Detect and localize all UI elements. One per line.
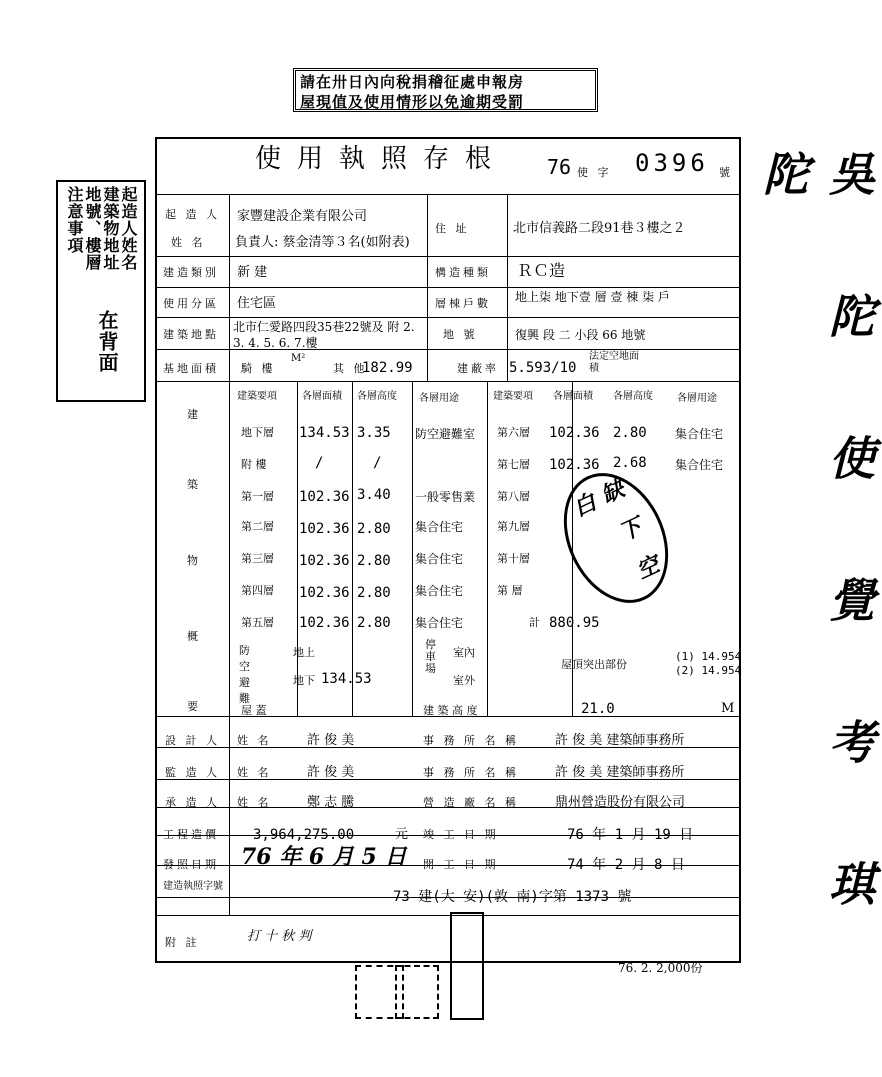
floor-item: 第四層 <box>241 584 274 597</box>
zone-label: 使用分區 <box>163 297 219 310</box>
header-use-left: 各層用途 <box>419 393 459 404</box>
builder-company: 家豐建設企業有限公司 <box>237 209 368 224</box>
supervisor-label: 監 造 人 <box>165 766 220 779</box>
floor-use: 一般零售業 <box>415 490 476 504</box>
contractor-label: 承 造 人 <box>165 796 220 809</box>
shelter-below-label: 地下 <box>293 674 315 687</box>
notice-line-1: 請在卅日內向稅捐稽征處申報房 <box>300 73 525 91</box>
floor-height: 3.35 <box>357 425 391 441</box>
building-side-char-3: 物 <box>187 554 198 567</box>
roof-label: 屋頂突出部份 <box>561 658 627 671</box>
floor-use: 集合住宅 <box>415 552 464 566</box>
note-value: 打 十 秋 判 <box>247 929 312 944</box>
floor-height: 2.80 <box>613 425 647 441</box>
start-value: 74 年 2 月 8 日 <box>567 857 685 873</box>
floor-height: 2.80 <box>357 615 391 631</box>
floor-item: 第九層 <box>497 520 530 533</box>
start-label: 開 工 日 期 <box>423 858 499 871</box>
header-use-right: 各層用途 <box>677 393 717 404</box>
parking-label: 停車場 <box>425 638 436 675</box>
floor-item: 第八層 <box>497 490 530 503</box>
supervisor-name-label: 姓 名 <box>237 766 272 779</box>
cost-label: 工程造價 <box>163 828 219 841</box>
site-value: 北市仁愛路四段35巷22號及 附 2. 3. 4. 5. 6. 7.樓 <box>233 320 415 350</box>
floor-item: 第二層 <box>241 520 274 533</box>
complete-label: 竣 工 日 期 <box>423 828 499 841</box>
floor-height: 2.68 <box>613 455 647 471</box>
floor-area: 880.95 <box>549 615 600 631</box>
supervisor-firm: 許 俊 美 建築師事務所 <box>555 765 685 780</box>
notice-stamp <box>293 68 598 112</box>
designer-firm: 許 俊 美 建築師事務所 <box>555 733 685 748</box>
floor-item: 第七層 <box>497 458 530 471</box>
coverage-value: 5.593/10 <box>509 360 577 376</box>
floor-item: 第六層 <box>497 426 530 439</box>
floor-item: 第一層 <box>241 490 274 503</box>
form-title: 使用執照存根 <box>255 144 508 174</box>
permit-number: 0396 <box>635 149 709 177</box>
header-height-right: 各層高度 <box>613 391 653 402</box>
header-height-left: 各層高度 <box>357 391 397 402</box>
contractor-firm: 鼎州營造股份有限公司 <box>555 795 686 810</box>
floor-use: 集合住宅 <box>415 616 464 630</box>
floor-area: 102.36 <box>549 457 600 473</box>
floor-area: 102.36 <box>299 585 350 601</box>
building-side-char-1: 建 <box>187 408 198 421</box>
handwritten-circle-text: 缺 下 空 白 <box>566 476 666 589</box>
building-side-char-2: 築 <box>187 478 198 491</box>
building-height-unit: M <box>721 701 735 716</box>
structure-value: ＲＣ造 <box>517 261 566 280</box>
floor-height: / <box>373 455 382 471</box>
parking-indoor-label: 室內 <box>453 646 475 659</box>
floors-label: 層棟戶數 <box>435 297 491 310</box>
roof-value-1: (1) 14.954 <box>675 650 742 663</box>
permit-prefix: 使 字 <box>577 166 612 179</box>
permit-value: 73 建(大 安)(敦 南)字第 1373 號 <box>393 889 632 905</box>
complete-value: 76 年 1 月 19 日 <box>567 827 694 843</box>
floor-area: 102.36 <box>299 615 350 631</box>
issue-value: 76 年 6 月 5 日 <box>241 844 407 870</box>
notice-line-2: 屋現值及使用情形以免逾期受罰 <box>300 93 525 111</box>
designer-name-label: 姓 名 <box>237 734 272 747</box>
coverage-label: 建蔽率 <box>457 362 499 375</box>
floor-area: 102.36 <box>549 425 600 441</box>
permit-suffix: 號 <box>719 166 733 179</box>
side-notice-col-3: 地號、樓層 <box>83 186 102 271</box>
supervisor-firm-label: 事 務 所 名 稱 <box>423 766 519 779</box>
permit-label: 建造執照字號 <box>163 881 223 892</box>
floor-use: 集合住宅 <box>415 584 464 598</box>
contractor-name: 鄭 志 騰 <box>307 795 355 810</box>
builder-representative: 負責人: 蔡金清等３名(如附表) <box>235 235 410 250</box>
side-notice-box <box>56 180 146 402</box>
cost-value: 3,964,275.00 <box>253 827 355 843</box>
side-notice-col-2: 建築物地址 <box>101 186 120 271</box>
contractor-name-label: 姓 名 <box>237 796 272 809</box>
floor-item: 第三層 <box>241 552 274 565</box>
floor-area: 102.36 <box>299 489 350 505</box>
permit-year: 76 <box>547 155 572 179</box>
designer-firm-label: 事 務 所 名 稱 <box>423 734 519 747</box>
floor-item: 第 層 <box>497 584 523 597</box>
structure-label: 構造種類 <box>435 266 491 279</box>
building-height-label: 建 築 高 度 <box>423 704 478 717</box>
floor-use: 集合住宅 <box>675 427 724 441</box>
designer-name: 許 俊 美 <box>307 733 355 748</box>
roof-value-2: (2) 14.954 <box>675 664 742 677</box>
floor-item: 第十層 <box>497 552 530 565</box>
floor-item: 第五層 <box>241 616 274 629</box>
floor-item: 地下層 <box>241 426 274 439</box>
building-side-char-4: 概 <box>187 630 198 643</box>
contractor-firm-label: 營 造 廠 名 稱 <box>423 796 519 809</box>
designer-label: 設 計 人 <box>165 734 220 747</box>
handwritten-side-text: 吳 陀 使 覺 考 琪 陀 <box>756 150 876 947</box>
lot-label: 地 號 <box>443 328 478 341</box>
misc-label: 屋 蓋 <box>241 704 267 717</box>
other-value: 182.99 <box>362 360 413 376</box>
builder-name-label: 姓 名 <box>171 236 206 249</box>
other-label: 其 他 <box>333 362 368 375</box>
small-seal-stamp-2 <box>395 965 439 1019</box>
side-notice-col-1: 起造人姓名 <box>119 186 138 271</box>
shelter-above-label: 地上 <box>293 646 315 659</box>
floor-area: 102.36 <box>299 521 350 537</box>
note-label: 附 註 <box>165 936 200 949</box>
supervisor-name: 許 俊 美 <box>307 765 355 780</box>
header-area-left: 各層面積 <box>302 391 342 402</box>
cost-unit: 元 <box>395 827 409 842</box>
lot-value: 復興 段 二 小段 66 地號 <box>515 328 646 342</box>
floor-height: 2.80 <box>357 585 391 601</box>
floor-height: 3.40 <box>357 487 391 503</box>
base-area-label: 基地面積 <box>163 362 219 375</box>
parking-outdoor-label: 室外 <box>453 674 475 687</box>
annex-label: 騎 樓 <box>241 362 276 375</box>
header-item-right: 建築要項 <box>493 391 533 402</box>
issue-label: 發照日期 <box>163 858 219 871</box>
floor-height: 2.80 <box>357 521 391 537</box>
footer-print-note: 76. 2. 2,000份 <box>618 961 703 975</box>
shelter-label: 防空避難 <box>239 644 256 705</box>
builder-label: 起 造 人 <box>165 208 220 221</box>
floor-use: 防空避難室 <box>415 427 476 441</box>
floor-area: / <box>315 455 324 471</box>
floor-use: 集合住宅 <box>415 520 464 534</box>
site-label: 建築地點 <box>163 328 219 341</box>
header-item-left: 建築要項 <box>237 391 277 402</box>
floors-value: 地上柒 地下壹 層 壹 棟 柒 戶 <box>515 290 670 304</box>
category-label: 建造類別 <box>163 266 219 279</box>
floor-use: 集合住宅 <box>675 458 724 472</box>
floor-item: 附 樓 <box>241 458 267 471</box>
category-value: 新 建 <box>237 265 268 280</box>
address-label: 住 址 <box>435 222 470 235</box>
floor-height: 2.80 <box>357 553 391 569</box>
shelter-below-value: 134.53 <box>321 671 372 687</box>
building-side-char-5: 要 <box>187 700 198 713</box>
zone-value: 住宅區 <box>237 296 277 311</box>
open-space-label: 法定空地面積 <box>589 351 639 374</box>
floor-area: 134.53 <box>299 425 350 441</box>
floor-area: 102.36 <box>299 553 350 569</box>
side-notice-col-5: 在背面 <box>95 310 119 373</box>
header-area-right: 各層面積 <box>553 391 593 402</box>
official-seal-stamp <box>450 912 484 1020</box>
side-notice-col-4: 注意事項 <box>65 186 84 254</box>
building-height-value: 21.0 <box>581 701 615 717</box>
address-value: 北市信義路二段91巷３樓之２ <box>513 221 686 236</box>
annex-unit: M² <box>291 353 306 364</box>
floor-item: 計 <box>529 616 540 629</box>
